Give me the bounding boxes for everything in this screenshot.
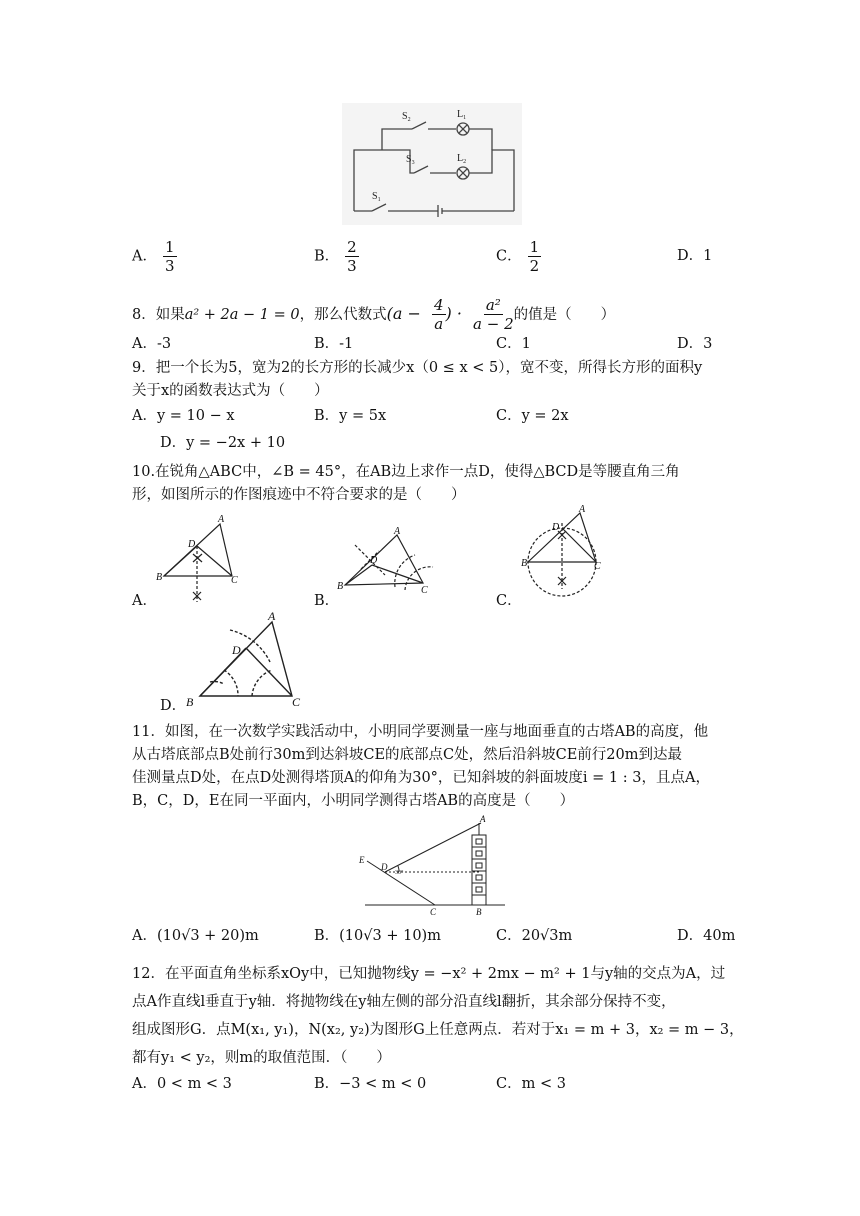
fraction <box>163 238 177 275</box>
svg-text:D: D <box>188 539 196 550</box>
q12-stem-line2: 点A作直线l垂直于y轴．将抛物线在y轴左侧的部分沿直线l翻折，其余部分保持不变， <box>132 994 676 1010</box>
q10-option-a[interactable]: A． <box>132 593 157 609</box>
option-letter: C． <box>496 248 522 265</box>
q11-option-a[interactable]: A．(10√3 + 20)m <box>132 928 259 944</box>
svg-text:A: A <box>394 526 401 537</box>
svg-text:30°: 30° <box>395 870 404 876</box>
numerator: 1 <box>529 238 540 256</box>
q12-option-a[interactable]: A．0 < m < 3 <box>132 1076 232 1092</box>
q10-figure-b <box>335 525 445 600</box>
q8-option-c[interactable]: C．1 <box>496 336 531 352</box>
q12-stem-line3: 组成图形G．点M(x₁, y₁)，N(x₂, y₂)为图形G上任意两点．若对于x₁ = m + 3，x₂ = m − 3， <box>132 1022 744 1038</box>
q9-stem-line2: 关于x的函数表达式为（ ） <box>132 383 329 399</box>
q9-option-b[interactable]: B．y = 5x <box>314 408 387 424</box>
svg-text:B: B <box>186 695 194 709</box>
l1-label: $L_1$ <box>457 109 467 121</box>
denominator: 3 <box>164 257 175 275</box>
svg-text:D: D <box>232 643 241 657</box>
q8-stem-suffix: 的值是（ ） <box>513 307 616 323</box>
svg-text:A: A <box>579 505 586 515</box>
q8-option-d[interactable]: D．3 <box>677 336 713 352</box>
q10-stem-line1: 10.在锐角△ABC中，∠B = 45°，在AB边上求作一点D，使得△BCD是等腰直角三角 <box>132 464 680 480</box>
q12-stem-line1: 12．在平面直角坐标系xOy中，已知抛物线y = −x² + 2mx − m² + 1与y轴的交点为A，过 <box>132 966 726 982</box>
q11-stem-line2: 从古塔底部点B处前行30m到达斜坡CE的底部点C处，然后沿斜坡CE前行20m到达最 <box>132 747 683 763</box>
s3-label: $S_3$ <box>406 154 415 166</box>
svg-text:B: B <box>521 558 528 569</box>
option-text: 1 <box>703 248 713 264</box>
q8-option-b[interactable]: B．-1 <box>314 336 354 352</box>
q10-figure-d <box>180 610 310 710</box>
q8-equation: a² + 2a − 1 = 0 <box>184 307 300 323</box>
q8-option-a[interactable]: A．-3 <box>132 336 172 352</box>
q9-option-a[interactable]: A．y = 10 − x <box>132 408 235 424</box>
fraction <box>528 238 542 275</box>
circuit-diagram <box>342 103 522 225</box>
s2-label: $S_2$ <box>402 111 411 123</box>
svg-text:C: C <box>430 907 437 917</box>
q11-stem-line1: 11．如图，在一次数学实践活动中，小明同学要测量一座与地面垂直的古塔AB的高度，他 <box>132 724 709 740</box>
svg-text:C: C <box>594 561 601 572</box>
svg-text:D: D <box>552 522 560 533</box>
q12-option-c[interactable]: C．m < 3 <box>496 1076 566 1092</box>
q11-option-b[interactable]: B．(10√3 + 10)m <box>314 928 441 944</box>
svg-text:C: C <box>231 575 238 586</box>
q7-option-a[interactable] <box>132 238 177 275</box>
q11-option-d[interactable]: D．40m <box>677 928 736 944</box>
svg-text:A: A <box>480 815 486 824</box>
q10-option-d[interactable]: D． <box>160 698 187 714</box>
q9-option-c[interactable]: C．y = 2x <box>496 408 569 424</box>
q10-option-b[interactable]: B． <box>314 593 340 609</box>
l2-label: $L_2$ <box>457 153 467 165</box>
s1-label: $S_1$ <box>372 191 381 203</box>
q10-stem-line2: 形，如图所示的作图痕迹中不符合要求的是（ ） <box>132 487 466 503</box>
denominator: 3 <box>347 257 357 275</box>
svg-text:C: C <box>421 585 428 596</box>
fraction <box>345 238 359 275</box>
q9-stem-line1: 9．把一个长为5，宽为2的长方形的长减少x（0 ≤ x < 5），宽不变，所得长方形的面积y <box>132 360 703 376</box>
q8-stem <box>132 296 615 333</box>
svg-text:A: A <box>218 514 225 525</box>
q11-option-c[interactable]: C．20√3m <box>496 928 573 944</box>
q11-stem-line3: 佳测量点D处，在点D处测得塔顶A的仰角为30°，已知斜坡的斜面坡度i = 1 : 3，且点A， <box>132 770 710 786</box>
q11-stem-line4: B，C，D，E在同一平面内，小明同学测得古塔AB的高度是（ ） <box>132 793 575 809</box>
svg-text:B: B <box>337 581 344 592</box>
q10-option-c[interactable]: C． <box>496 593 522 609</box>
q12-stem-line4: 都有y₁ < y₂，则m的取值范围．（ ） <box>132 1050 391 1066</box>
svg-text:C: C <box>292 695 301 709</box>
svg-text:E: E <box>359 855 365 865</box>
q12-option-b[interactable]: B．−3 < m < 0 <box>314 1076 427 1092</box>
svg-text:B: B <box>156 572 163 583</box>
option-letter: A． <box>132 248 157 265</box>
svg-text:D: D <box>381 862 388 872</box>
q7-option-d[interactable] <box>677 246 712 266</box>
option-letter: B． <box>314 248 340 265</box>
q10-figure-c <box>520 505 610 605</box>
numerator: 1 <box>164 238 175 256</box>
q7-option-b[interactable] <box>314 238 359 275</box>
numerator: 2 <box>347 238 357 256</box>
q7-option-c[interactable] <box>496 238 541 275</box>
svg-text:D: D <box>370 555 378 566</box>
denominator: 2 <box>529 257 540 275</box>
q8-stem-prefix: 8．如果 <box>132 307 185 323</box>
q8-expression: (a − $\frac{4}{a}$ ) · $\frac{\text{a²}}{a - 2}$ <box>386 296 514 333</box>
q9-option-d[interactable]: D．y = −2x + 10 <box>160 435 286 451</box>
q10-figure-a <box>150 510 250 605</box>
svg-text:A: A <box>268 610 276 623</box>
option-letter: D． <box>677 248 704 264</box>
q8-stem-middle: ，那么代数式 <box>299 307 387 323</box>
svg-text:B: B <box>476 907 482 917</box>
q11-tower-diagram <box>355 815 515 920</box>
